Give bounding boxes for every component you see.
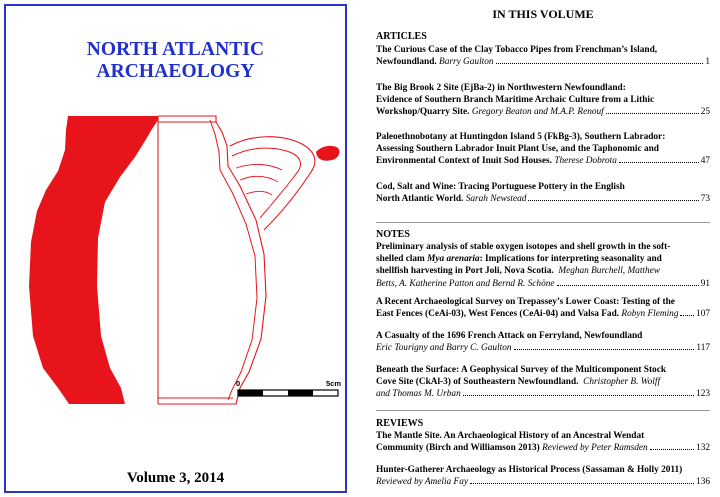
articles-heading: ARTICLES xyxy=(376,31,427,42)
page-number: 25 xyxy=(700,107,710,118)
toc-entry xyxy=(376,82,710,119)
entry-title: The Curious Case of the Clay Tobacco Pipes from Frenchman’s Island, xyxy=(376,45,658,55)
vessel-illustration xyxy=(6,6,345,491)
toc-entry xyxy=(376,430,710,454)
entry-title: shelled clam xyxy=(376,254,428,265)
entry-title: Preliminary analysis of stable oxygen isotopes and shell growth in the soft- xyxy=(376,242,671,252)
species-name: Mya arenaria xyxy=(427,254,480,265)
journal-cover xyxy=(4,4,347,493)
page-number: 73 xyxy=(700,194,710,205)
toc-entry xyxy=(376,241,710,290)
entry-title: North Atlantic World. xyxy=(376,194,464,205)
page-number: 47 xyxy=(700,156,710,167)
entry-title: : Implications for interpreting seasonality and xyxy=(479,254,662,265)
section-divider xyxy=(376,222,710,223)
notes-heading: NOTES xyxy=(376,229,410,240)
reviews-heading: REVIEWS xyxy=(376,418,424,429)
entry-author: Christopher B. Wolff xyxy=(583,377,661,388)
entry-title: A Casualty of the 1696 French Attack on Ferryland, Newfoundland xyxy=(376,331,643,341)
entry-title: Assessing Southern Labrador Inuit Plant Use, and the Taphonomic and xyxy=(376,144,659,155)
toc-entry xyxy=(376,364,710,401)
entry-title: Beneath the Surface: A Geophysical Survey of the Multicomponent Stock xyxy=(376,365,667,375)
entry-author: Gregory Beaton and M.A.P. Renouf xyxy=(471,107,604,118)
toc-entry xyxy=(376,44,710,68)
page-number: 132 xyxy=(696,443,710,454)
vessel-handle-inner xyxy=(232,148,301,218)
page-number: 107 xyxy=(696,309,710,320)
entry-title: A Recent Archaeological Survey on Trepassey’s Lower Coast: Testing of the xyxy=(376,297,675,307)
entry-title: East Fences (CeAi-03), West Fences (CeAi-04) and Valsa Fad. xyxy=(376,309,620,320)
toc-entry xyxy=(376,181,710,205)
page-number: 1 xyxy=(705,57,710,68)
entry-title: The Mantle Site. An Archaeological History of an Ancestral Wendat xyxy=(376,431,645,441)
entry-title: Paleoethnobotany at Huntingdon Island 5 (FkBg-3), Southern Labrador: xyxy=(376,132,666,142)
entry-title: Cove Site (CkAl-3) of Southeastern Newfoundland. xyxy=(376,377,579,388)
entry-title: Evidence of Southern Branch Maritime Archaic Culture from a Lithic xyxy=(376,95,655,106)
handle-section xyxy=(316,146,339,161)
vessel-handle-groove-1 xyxy=(236,164,282,170)
page-number: 91 xyxy=(700,278,710,289)
entry-title: Newfoundland. xyxy=(376,57,437,68)
entry-author: Meghan Burchell, Matthew xyxy=(558,266,660,277)
entry-author: and Thomas M. Urban xyxy=(376,389,461,400)
entry-author: Reviewed by Peter Ramsden xyxy=(542,443,648,454)
toc-heading: IN THIS VOLUME xyxy=(492,7,594,21)
volume-label: Volume 3, 2014 xyxy=(126,470,225,486)
vessel-exterior-outline xyxy=(158,116,266,404)
entry-author: Sarah Newstead xyxy=(465,194,527,205)
entry-author: Barry Gaulton xyxy=(439,57,494,68)
page-number: 136 xyxy=(696,477,710,488)
vessel-profile-section xyxy=(29,116,158,404)
entry-title: Environmental Context of Inuit Sod Houses. xyxy=(376,156,552,167)
entry-author: Therese Dobrota xyxy=(554,156,617,167)
entry-title: Community (Birch and Williamson 2013) xyxy=(376,443,540,454)
vessel-handle-groove-2 xyxy=(240,176,278,182)
toc-entry xyxy=(376,464,710,488)
page-number: 123 xyxy=(696,389,710,400)
scale-label-end: 5cm xyxy=(326,379,342,388)
entry-title: Hunter-Gatherer Archaeology as Historical Process (Sassaman & Holly 2011) xyxy=(376,465,683,475)
entry-author: Betts, A. Katherine Patton and Bernd R. Schöne xyxy=(376,278,555,289)
vessel-handle-groove-3 xyxy=(246,191,272,195)
entry-title: shellfish harvesting in Port Joli, Nova Scotia. xyxy=(376,266,554,277)
toc-entry xyxy=(376,131,710,168)
scale-label-start: 0 xyxy=(236,379,241,388)
scale-bar-segment xyxy=(238,390,263,396)
entry-author: Eric Tourigny and Barry C. Gaulton xyxy=(376,343,512,354)
entry-title: The Big Brook 2 Site (EjBa-2) in Northwestern Newfoundland: xyxy=(376,83,626,93)
entry-title: Cod, Salt and Wine: Tracing Portuguese Pottery in the English xyxy=(376,182,625,192)
toc-entry xyxy=(376,330,710,354)
scale-bar-segment xyxy=(288,390,313,396)
entry-author: Reviewed by Amelia Fay xyxy=(376,477,468,488)
journal-title: NORTH ATLANTIC ARCHAEOLOGY xyxy=(86,39,265,82)
page-number: 117 xyxy=(696,343,710,354)
toc-entry xyxy=(376,296,710,320)
entry-author: Robyn Fleming xyxy=(621,309,679,320)
vessel-interior-line xyxy=(210,120,257,400)
section-divider xyxy=(376,410,710,411)
entry-title: Workshop/Quarry Site. xyxy=(376,107,470,118)
